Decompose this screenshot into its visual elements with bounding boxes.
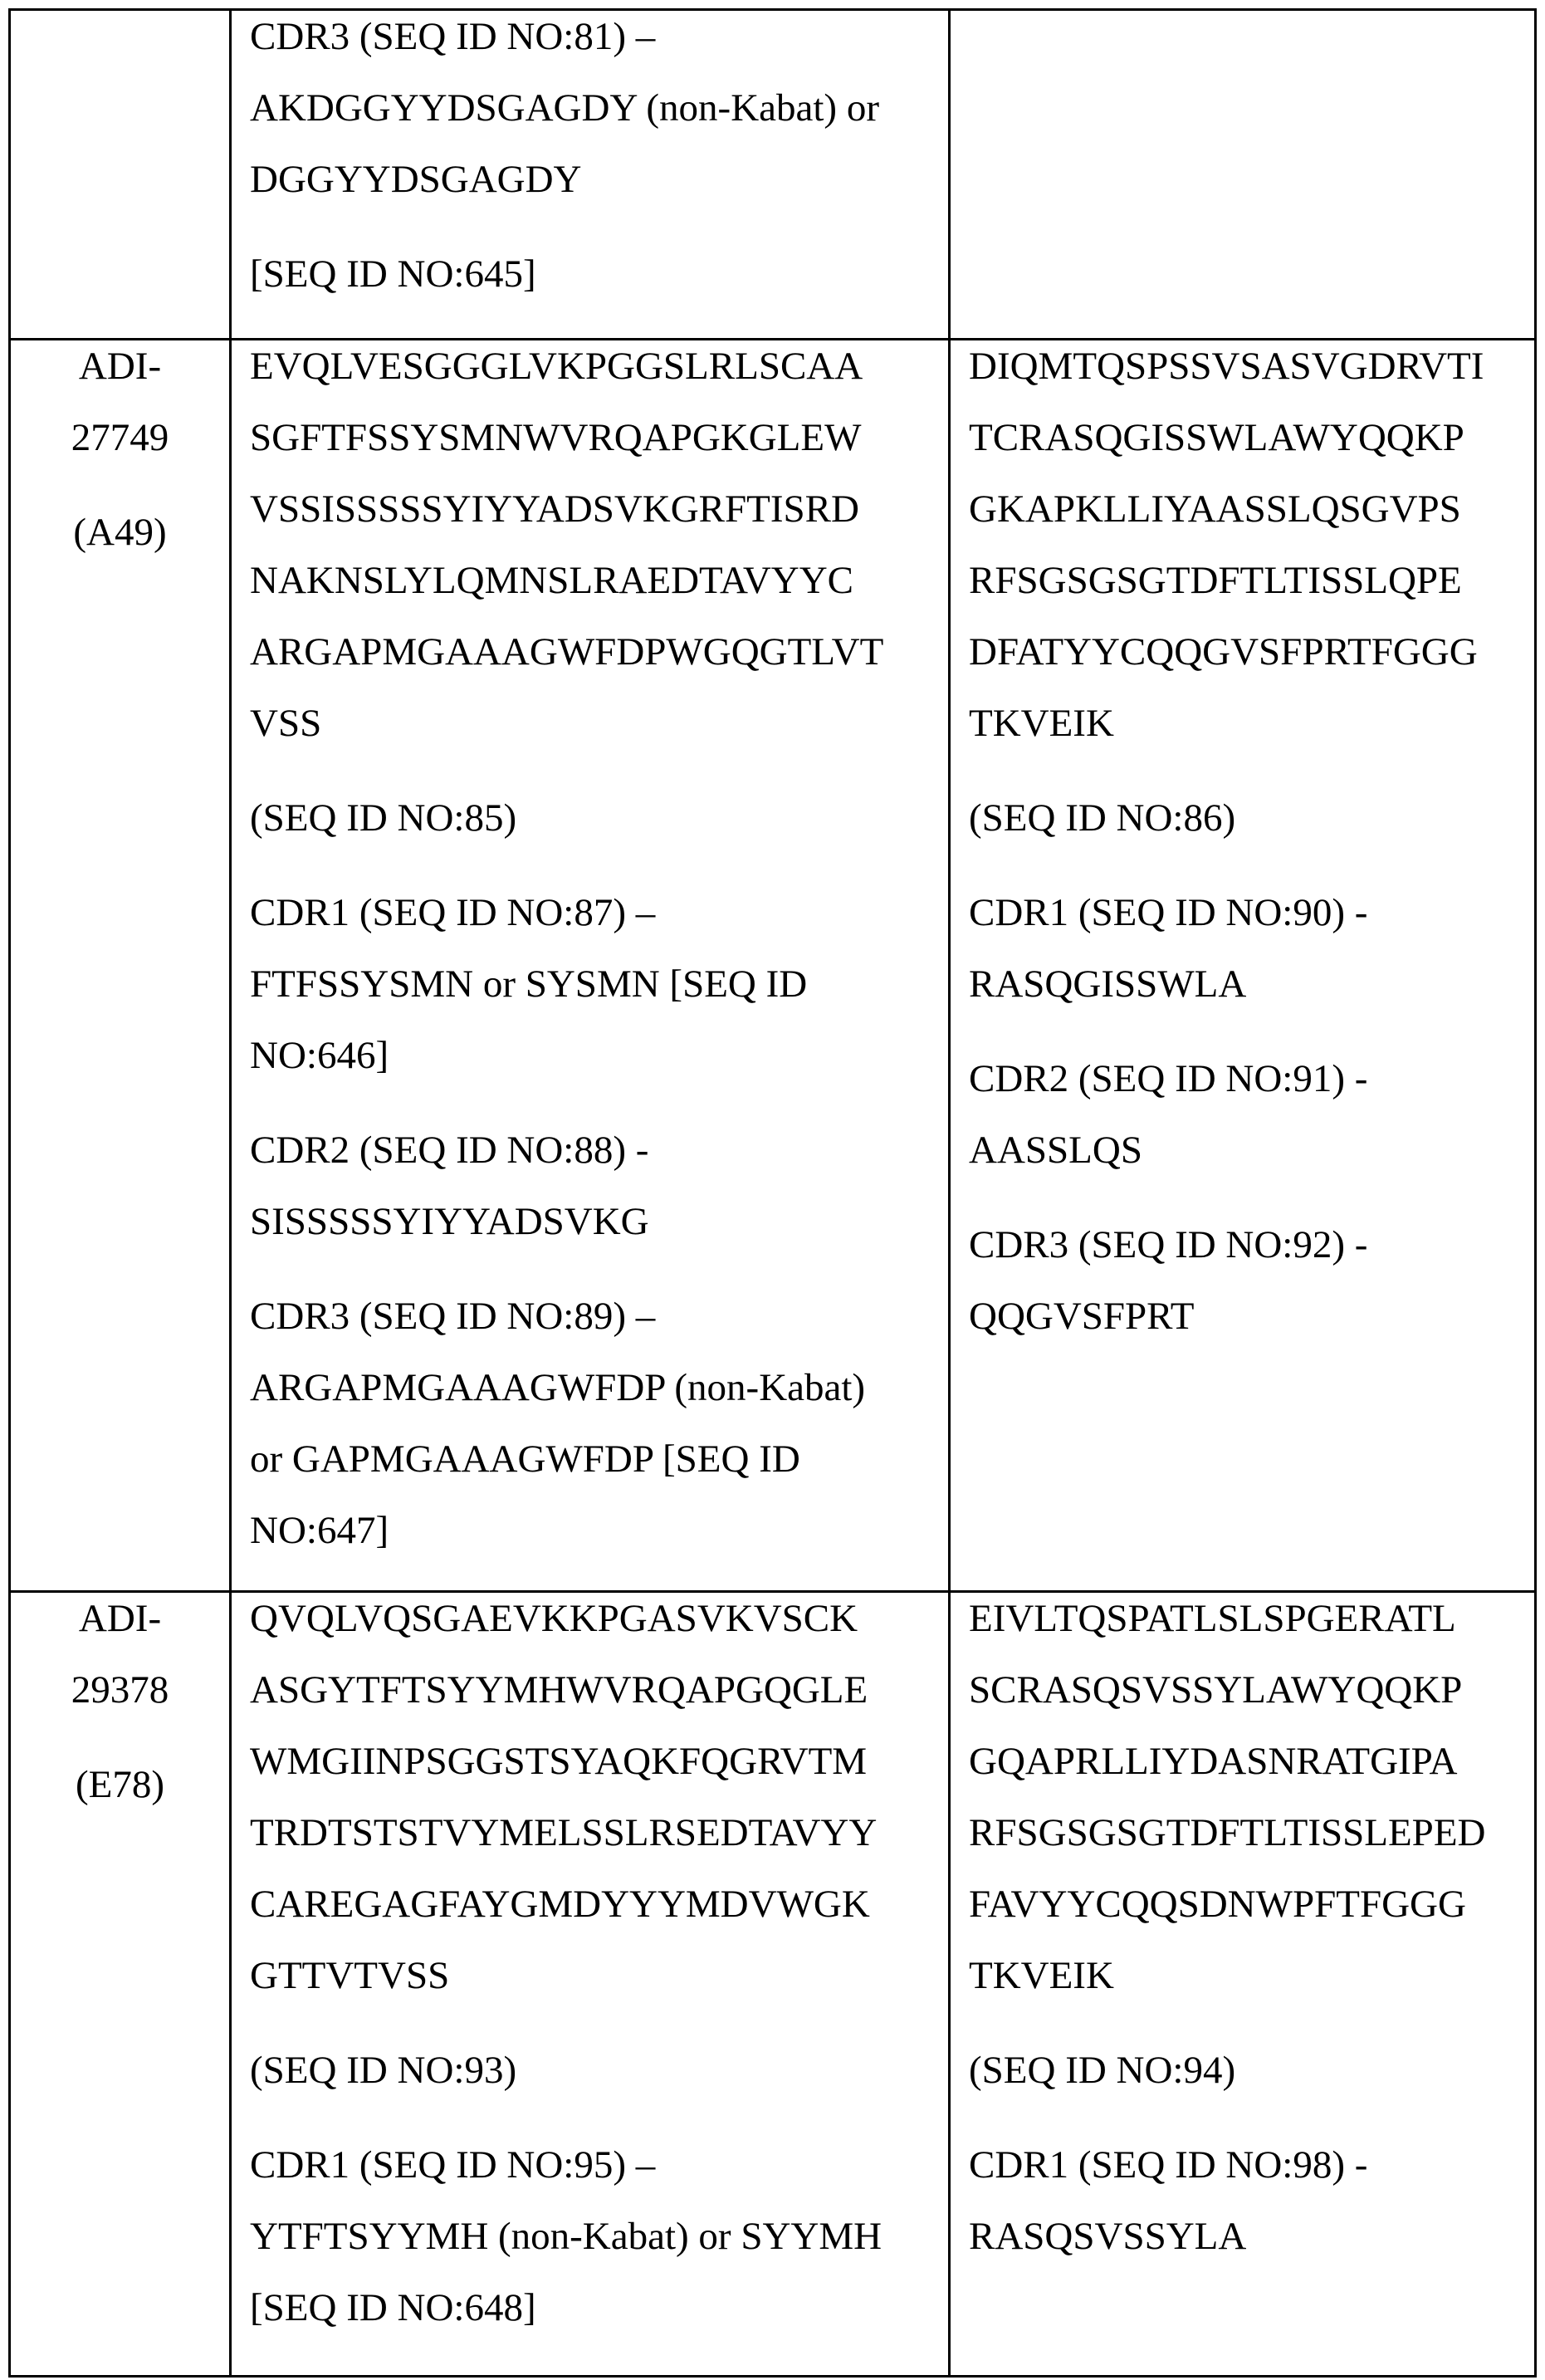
vh-sequence: QVQLVQSGAEVKKPGASVKVSCK ASGYTFTSYYMHWVRQAPGQGLE WMGIINPSGGSTSYAQKFQGRVTM TRDTSTSTVYMELSSLRSEDTAVYY CAREGAGFAYGMDYYYMDVWGK GTTVTVSS — [250, 1597, 878, 1997]
antibody-alias: (E78) — [75, 1763, 164, 1806]
vl-cdr1: CDR1 (SEQ ID NO:90) - RASQGISSWLA — [969, 891, 1368, 1006]
antibody-id-prefix: ADI- — [78, 345, 162, 388]
vl-sequence: DIQMTQSPSSVSASVGDRVTI TCRASQGISSWLAWYQQKP GKAPKLLIYAASSLQSGVPS RFSGSGSGTDFTLTISSLQPE DFATYYCQQGVSFPRTFGGG TKVEIK — [969, 345, 1484, 745]
table-row-adi-27749 — [10, 340, 1536, 1592]
table-row-adi-29378 — [10, 1592, 1536, 2377]
light-chain-cell — [950, 340, 1536, 1592]
antibody-id-number: 27749 — [71, 416, 169, 459]
vh-cdr1: CDR1 (SEQ ID NO:95) – YTFTSYYMH (non-Kabat) or SYYMH [SEQ ID NO:648] — [250, 2143, 883, 2329]
vh-cdr3: CDR3 (SEQ ID NO:89) – ARGAPMGAAAGWFDP (non-Kabat) or GAPMGAAAGWFDP [SEQ ID NO:647] — [250, 1295, 866, 1552]
vh-cdr1: CDR1 (SEQ ID NO:87) – FTFSSYSMN or SYSMN [SEQ ID NO:646] — [250, 891, 808, 1077]
light-chain-cell — [950, 10, 1536, 340]
vh-sequence: EVQLVESGGGLVKPGGSLRLSCAA SGFTFSSYSMNWVRQAPGKGLEW VSSISSSSSYIYYADSVKGRFTISRD NAKNSLYLQMNSLRAEDTAVYYC ARGAPMGAAAGWFDPWGQGTLVT VSS — [250, 345, 884, 745]
antibody-id-cell — [10, 10, 231, 340]
vh-cdr3-text: CDR3 (SEQ ID NO:81) – AKDGGYYDSGAGDY (non-Kabat) or DGGYYDSGAGDY — [250, 15, 879, 201]
antibody-sequence-table — [8, 8, 1537, 2378]
vl-sequence: EIVLTQSPATLSLSPGERATL SCRASQSVSSYLAWYQQKP GQAPRLLIYDASNRATGIPA RFSGSGSGTDFTLTISSLEPED FAVYYCQQSDNWPFTFGGG TKVEIK — [969, 1597, 1486, 1997]
heavy-chain-cell — [231, 10, 950, 340]
antibody-id — [11, 1583, 229, 1726]
vl-seq-id: (SEQ ID NO:86) — [969, 796, 1236, 840]
antibody-id-cell — [10, 340, 231, 1592]
vl-cdr2: CDR2 (SEQ ID NO:91) - AASSLQS — [969, 1057, 1368, 1172]
vl-cdr3: CDR3 (SEQ ID NO:92) - QQGVSFPRT — [969, 1223, 1368, 1338]
heavy-chain-cell — [231, 340, 950, 1592]
antibody-alias: (A49) — [73, 511, 167, 554]
vh-cdr3-seq-id: [SEQ ID NO:645] — [250, 252, 536, 296]
vl-seq-id: (SEQ ID NO:94) — [969, 2049, 1236, 2092]
vh-cdr2: CDR2 (SEQ ID NO:88) - SISSSSSYIYYADSVKG — [250, 1129, 649, 1243]
vl-cdr1: CDR1 (SEQ ID NO:98) - RASQSVSSYLA — [969, 2143, 1368, 2258]
light-chain-cell — [950, 1592, 1536, 2377]
vh-seq-id: (SEQ ID NO:93) — [250, 2049, 517, 2092]
vh-seq-id: (SEQ ID NO:85) — [250, 796, 517, 840]
table-row-continuation — [10, 10, 1536, 340]
antibody-id-number: 29378 — [71, 1668, 169, 1712]
heavy-chain-cell — [231, 1592, 950, 2377]
antibody-id — [11, 331, 229, 473]
antibody-id-prefix: ADI- — [78, 1597, 162, 1640]
antibody-id-cell — [10, 1592, 231, 2377]
